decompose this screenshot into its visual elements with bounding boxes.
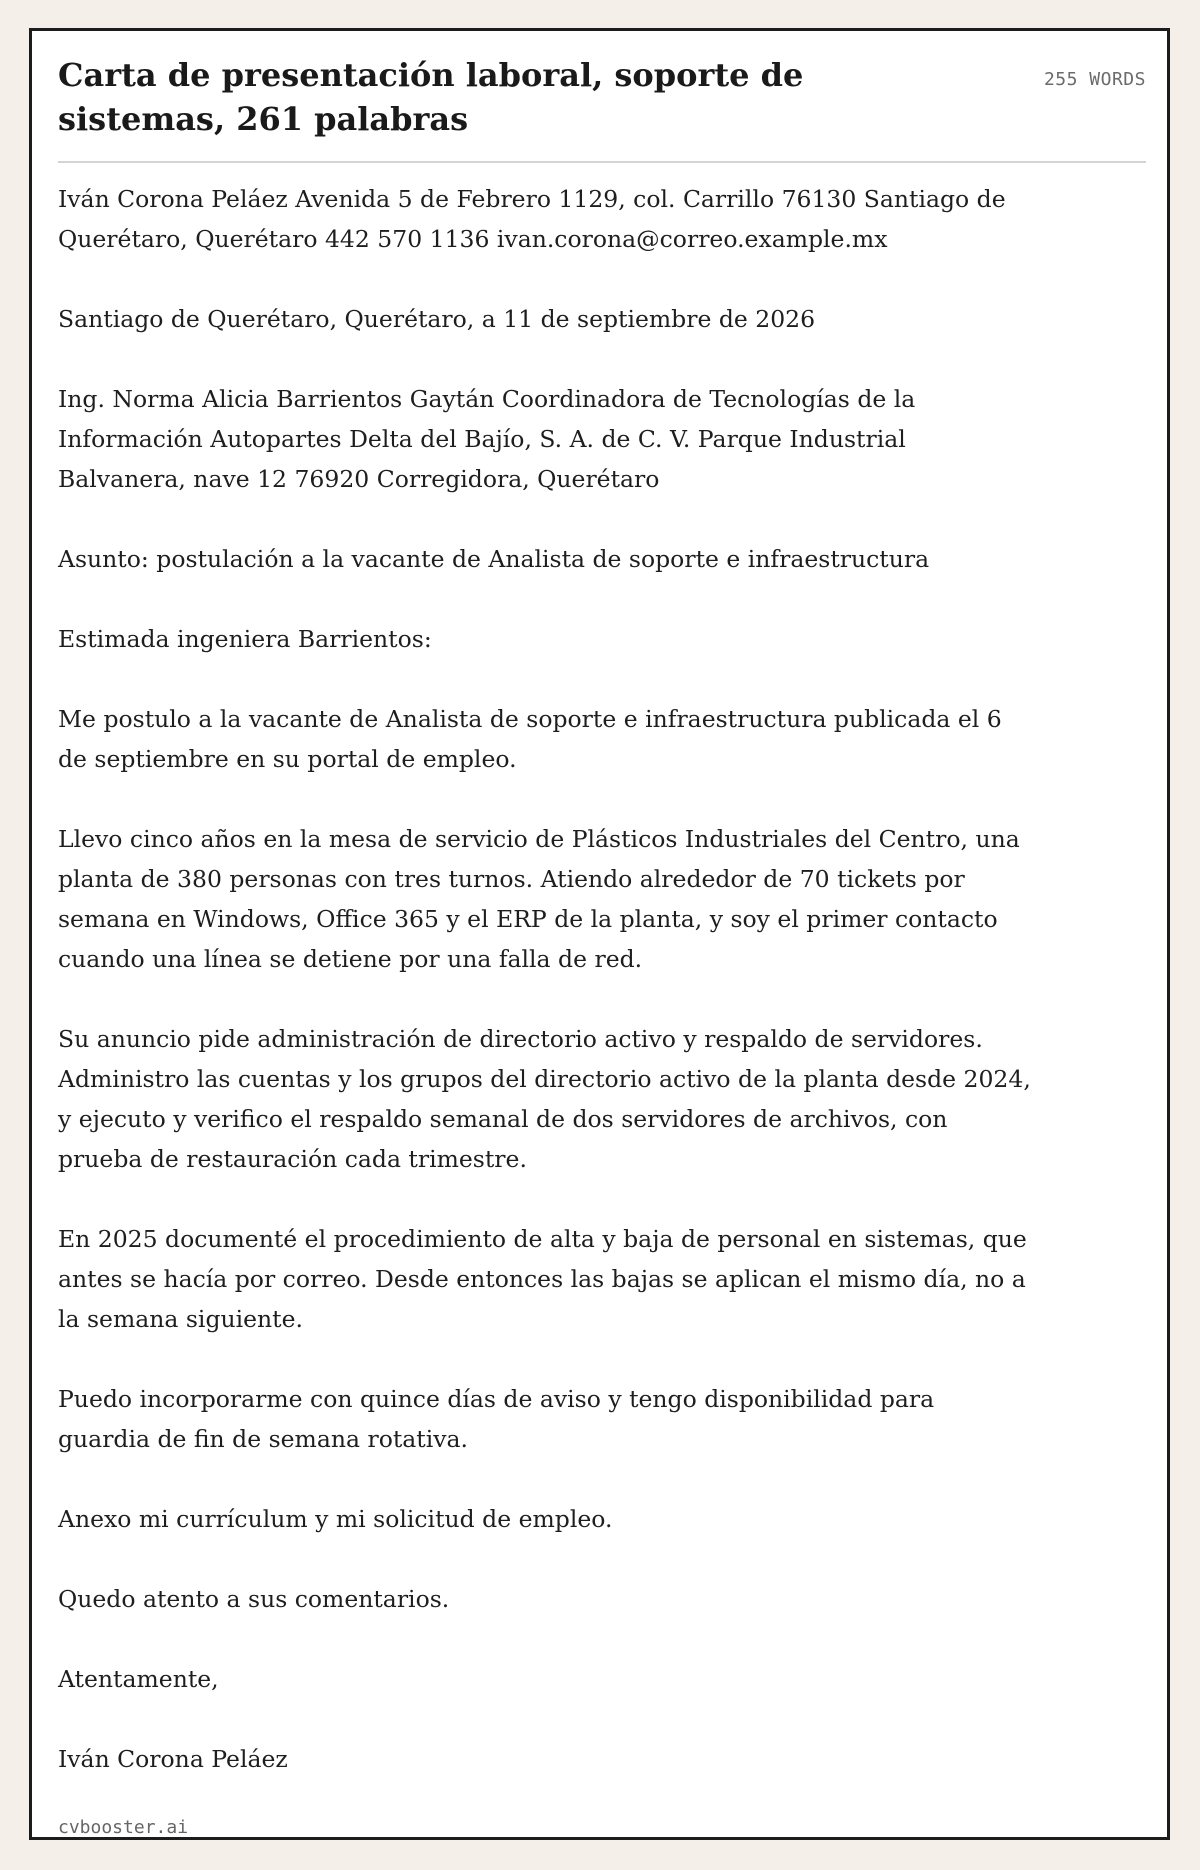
place-date: Santiago de Querétaro, Querétaro, a 11 de septiembre de 2026 — [58, 305, 816, 333]
body-paragraph: Quedo atento a sus comentarios. — [58, 1585, 450, 1613]
letter-card — [29, 28, 1170, 1840]
document-title: Carta de presentación laboral, soporte de sistemas, 261 palabras — [58, 56, 804, 138]
body-paragraph: Puedo incorporarme con quince días de aviso y tengo disponibilidad para guardia de fin de semana rotativa. — [58, 1385, 935, 1453]
header-divider — [58, 161, 1146, 163]
salutation: Estimada ingeniera Barrientos: — [58, 625, 432, 653]
body-paragraph: Su anuncio pide administración de directorio activo y respaldo de servidores. Administro las cuentas y los grupos del directorio activo de la planta desde 2024, y ejecuto y verifico el respaldo semanal de dos servidores de archivos, con prueba de restauración cada trimestre. — [58, 1025, 1031, 1173]
body-paragraph: Me postulo a la vacante de Analista de soporte e infraestructura publicada el 6 de septiembre en su portal de empleo. — [58, 705, 1002, 773]
sender-block: Iván Corona Peláez Avenida 5 de Febrero 1129, col. Carrillo 76130 Santiago de Querétaro, Querétaro 442 570 1136 ivan.corona@correo.example.mx — [58, 185, 1006, 253]
document-header — [58, 53, 1146, 141]
body-paragraph: Llevo cinco años en la mesa de servicio de Plásticos Industriales del Centro, una planta de 380 personas con tres turnos. Atiendo alrededor de 70 tickets por semana en Windows, Office 365 y el ERP de la planta, y soy el primer contacto cuando una línea se detiene por una falla de red. — [58, 825, 1020, 973]
body-paragraph: En 2025 documenté el procedimiento de alta y baja de personal en sistemas, que antes se hacía por correo. Desde entonces las bajas se aplican el mismo día, no a la semana siguiente. — [58, 1225, 1027, 1333]
body-paragraph: Anexo mi currículum y mi solicitud de empleo. — [58, 1505, 613, 1533]
recipient-block: Ing. Norma Alicia Barrientos Gaytán Coordinadora de Tecnologías de la Información Autopartes Delta del Bajío, S. A. de C. V. Parque Industrial Balvanera, nave 12 76920 Corregidora, Querétaro — [58, 385, 916, 493]
closing: Atentamente, — [58, 1665, 219, 1693]
word-count-badge: 255 WORDS — [1043, 69, 1146, 90]
letter-body — [58, 179, 1146, 1819]
signature: Iván Corona Peláez — [58, 1745, 288, 1773]
subject-line: Asunto: postulación a la vacante de Analista de soporte e infraestructura — [58, 545, 930, 573]
brand-footer: cvbooster.ai — [58, 1817, 189, 1838]
